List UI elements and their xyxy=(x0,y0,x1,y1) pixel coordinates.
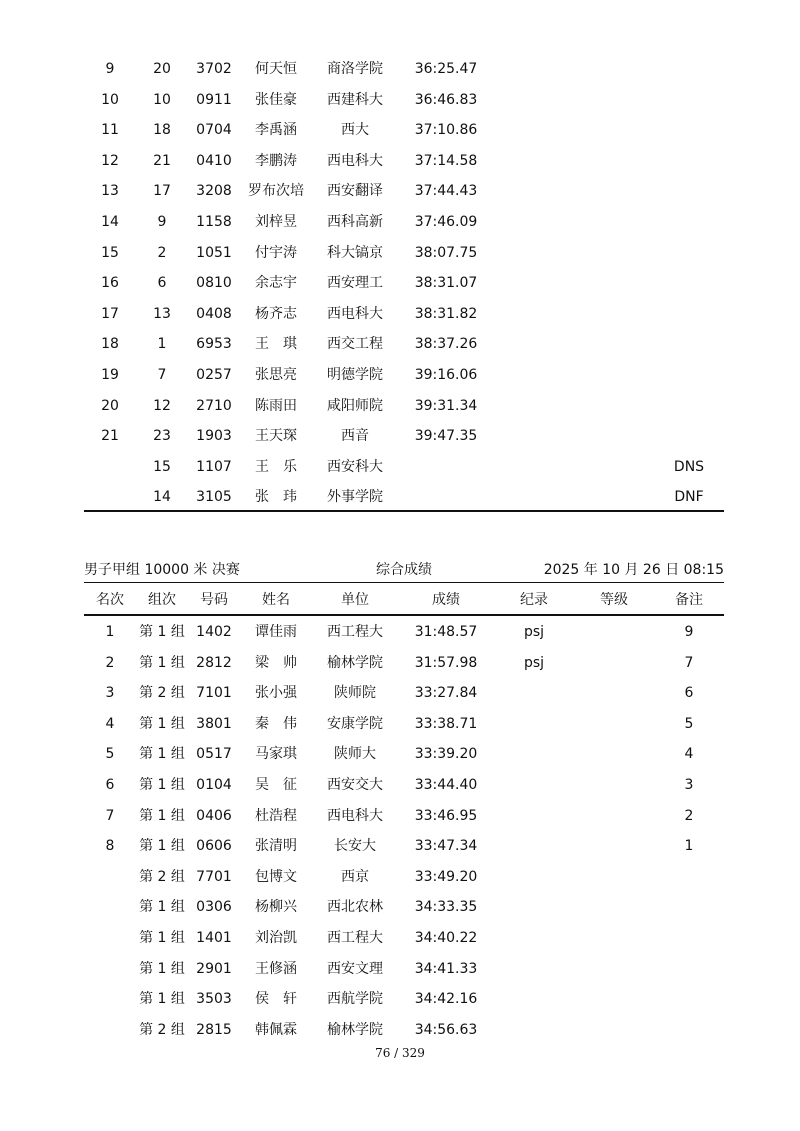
cell-name: 刘治凯 xyxy=(255,930,297,946)
cell-note: 1 xyxy=(684,838,694,855)
table-row xyxy=(84,268,724,298)
cell-note: DNF xyxy=(674,489,704,506)
cell-unit: 榆林学院 xyxy=(327,654,383,671)
cell-rank: 17 xyxy=(101,305,119,322)
cell-bib: 1402 xyxy=(196,624,232,640)
cell-unit: 西电科大 xyxy=(327,152,383,169)
cell-unit: 长安大 xyxy=(334,838,376,855)
cell-group: 7 xyxy=(157,367,167,383)
cell-time: 37:10.86 xyxy=(414,122,478,139)
table-row xyxy=(84,862,724,892)
cell-name: 王天琛 xyxy=(255,428,297,445)
table-row xyxy=(84,801,724,831)
cell-unit: 西工程大 xyxy=(327,930,383,946)
cell-time: 37:44.43 xyxy=(414,183,478,200)
cell-group: 第 1 组 xyxy=(139,930,185,946)
cell-group: 2 xyxy=(157,244,167,261)
cell-unit: 西音 xyxy=(341,428,369,445)
cell-bib: 0704 xyxy=(196,122,232,139)
cell-name: 杨柳兴 xyxy=(255,899,297,916)
cell-time: 34:56.63 xyxy=(414,1021,478,1038)
cell-name: 王修涵 xyxy=(255,960,297,977)
table-row xyxy=(84,391,724,421)
cell-bib: 2901 xyxy=(196,960,232,977)
cell-bib: 0408 xyxy=(196,305,232,322)
cell-bib: 0606 xyxy=(196,838,232,855)
header-bottom-rule xyxy=(84,614,724,616)
cell-note: 3 xyxy=(684,777,694,793)
cell-rank: 10 xyxy=(101,91,119,108)
cell-note: 4 xyxy=(684,746,694,763)
table-row xyxy=(84,54,724,84)
table-row xyxy=(84,482,724,512)
table-row xyxy=(84,739,724,769)
cell-name: 张思亮 xyxy=(255,367,297,383)
cell-unit: 西航学院 xyxy=(327,991,383,1008)
cell-group: 第 1 组 xyxy=(139,777,185,793)
cell-time: 31:57.98 xyxy=(414,654,478,671)
cell-group: 13 xyxy=(153,305,171,322)
cell-bib: 0410 xyxy=(196,152,232,169)
cell-rank: 9 xyxy=(105,61,115,77)
table-row xyxy=(84,648,724,678)
table-row xyxy=(84,678,724,708)
cell-time: 33:46.95 xyxy=(414,807,478,824)
cell-unit: 西交工程 xyxy=(327,336,383,353)
event-category: 综合成绩 xyxy=(376,562,432,578)
table-row xyxy=(84,831,724,861)
cell-unit: 西北农林 xyxy=(327,899,383,916)
cell-unit: 陕师院 xyxy=(334,685,376,702)
cell-group: 第 2 组 xyxy=(139,868,185,885)
table-row xyxy=(84,617,724,647)
cell-group: 第 1 组 xyxy=(139,807,185,824)
cell-name: 侯 轩 xyxy=(255,991,297,1008)
cell-unit: 西安理工 xyxy=(327,275,383,292)
cell-time: 33:44.40 xyxy=(414,777,478,793)
cell-unit: 西科高新 xyxy=(327,214,383,230)
cell-bib: 0517 xyxy=(196,746,232,763)
event-title: 男子甲组 10000 米 决赛 xyxy=(84,562,240,578)
cell-bib: 3105 xyxy=(196,489,232,506)
cell-name: 杜浩程 xyxy=(255,807,297,824)
column-header-group: 组次 xyxy=(148,592,176,608)
table-row xyxy=(84,421,724,451)
cell-time: 39:31.34 xyxy=(414,397,478,414)
cell-rank: 13 xyxy=(101,183,119,200)
cell-rank: 8 xyxy=(105,838,115,855)
cell-group: 15 xyxy=(153,458,171,475)
cell-time: 38:31.07 xyxy=(414,275,478,292)
cell-unit: 安康学院 xyxy=(327,715,383,732)
cell-name: 秦 伟 xyxy=(255,715,297,732)
cell-name: 余志宇 xyxy=(255,275,297,292)
cell-rank: 4 xyxy=(105,715,115,732)
cell-time: 37:46.09 xyxy=(414,214,478,230)
column-header-bib: 号码 xyxy=(200,592,228,608)
event-datetime: 2025 年 10 月 26 日 08:15 xyxy=(543,562,724,578)
cell-bib: 3702 xyxy=(196,61,232,77)
cell-group: 第 1 组 xyxy=(139,654,185,671)
cell-unit: 西电科大 xyxy=(327,807,383,824)
cell-name: 包博文 xyxy=(255,868,297,885)
cell-group: 第 2 组 xyxy=(139,1021,185,1038)
cell-bib: 1158 xyxy=(196,214,232,230)
cell-time: 34:42.16 xyxy=(414,991,478,1008)
cell-unit: 西电科大 xyxy=(327,305,383,322)
cell-time: 33:38.71 xyxy=(414,715,478,732)
cell-bib: 7701 xyxy=(196,868,232,885)
cell-bib: 2815 xyxy=(196,1021,232,1038)
cell-unit: 榆林学院 xyxy=(327,1021,383,1038)
cell-group: 第 1 组 xyxy=(139,960,185,977)
cell-rank: 2 xyxy=(105,654,115,671)
cell-name: 何天恒 xyxy=(255,61,297,77)
cell-rank: 21 xyxy=(101,428,119,445)
cell-bib: 2812 xyxy=(196,654,232,671)
cell-note: 6 xyxy=(684,685,694,702)
table-row xyxy=(84,329,724,359)
cell-bib: 3503 xyxy=(196,991,232,1008)
cell-rank: 12 xyxy=(101,152,119,169)
cell-time: 37:14.58 xyxy=(414,152,478,169)
table-end-rule xyxy=(84,510,724,512)
cell-bib: 2710 xyxy=(196,397,232,414)
cell-group: 12 xyxy=(153,397,171,414)
column-header-rank: 名次 xyxy=(96,592,124,608)
cell-bib: 3801 xyxy=(196,715,232,732)
table-row xyxy=(84,238,724,268)
table-row xyxy=(84,1015,724,1045)
cell-group: 9 xyxy=(157,214,167,230)
table-row xyxy=(84,299,724,329)
column-header-grade: 等级 xyxy=(600,592,628,608)
cell-time: 33:39.20 xyxy=(414,746,478,763)
cell-unit: 西工程大 xyxy=(327,624,383,640)
cell-rank: 7 xyxy=(105,807,115,824)
cell-time: 33:27.84 xyxy=(414,685,478,702)
cell-bib: 0257 xyxy=(196,367,232,383)
cell-bib: 6953 xyxy=(196,336,232,353)
cell-rank: 15 xyxy=(101,244,119,261)
cell-note: 2 xyxy=(684,807,694,824)
cell-name: 张清明 xyxy=(255,838,297,855)
cell-bib: 0406 xyxy=(196,807,232,824)
cell-rank: 1 xyxy=(105,624,115,640)
cell-group: 第 1 组 xyxy=(139,991,185,1008)
cell-name: 李禹涵 xyxy=(255,122,297,139)
cell-unit: 咸阳师院 xyxy=(327,397,383,414)
cell-time: 36:46.83 xyxy=(414,91,478,108)
cell-group: 14 xyxy=(153,489,171,506)
table-row xyxy=(84,207,724,237)
cell-group: 17 xyxy=(153,183,171,200)
cell-group: 第 1 组 xyxy=(139,899,185,916)
cell-name: 陈雨田 xyxy=(255,397,297,414)
cell-rank: 20 xyxy=(101,397,119,414)
cell-record: psj xyxy=(523,624,545,640)
cell-rank: 6 xyxy=(105,777,115,793)
cell-name: 王 琪 xyxy=(255,336,297,353)
cell-rank: 3 xyxy=(105,685,115,702)
cell-time: 38:37.26 xyxy=(414,336,478,353)
cell-bib: 3208 xyxy=(196,183,232,200)
cell-time: 33:47.34 xyxy=(414,838,478,855)
cell-bib: 1107 xyxy=(196,458,232,475)
cell-unit: 西建科大 xyxy=(327,91,383,108)
cell-bib: 1903 xyxy=(196,428,232,445)
cell-group: 10 xyxy=(153,91,171,108)
table-row xyxy=(84,115,724,145)
cell-rank: 19 xyxy=(101,367,119,383)
cell-time: 39:47.35 xyxy=(414,428,478,445)
cell-unit: 西安交大 xyxy=(327,777,383,793)
cell-time: 34:33.35 xyxy=(414,899,478,916)
cell-record: psj xyxy=(523,654,545,671)
header-top-rule xyxy=(84,582,724,583)
cell-group: 第 1 组 xyxy=(139,746,185,763)
cell-name: 梁 帅 xyxy=(255,654,297,671)
cell-unit: 西大 xyxy=(341,122,369,139)
cell-name: 杨齐志 xyxy=(255,305,297,322)
cell-bib: 0104 xyxy=(196,777,232,793)
cell-unit: 西安科大 xyxy=(327,458,383,475)
column-header-record: 纪录 xyxy=(520,592,548,608)
cell-rank: 14 xyxy=(101,214,119,230)
column-header-time: 成绩 xyxy=(432,592,460,608)
cell-rank: 16 xyxy=(101,275,119,292)
cell-unit: 西安翻译 xyxy=(327,183,383,200)
column-header-unit: 单位 xyxy=(341,592,369,608)
cell-unit: 外事学院 xyxy=(327,489,383,506)
cell-group: 21 xyxy=(153,152,171,169)
table-row xyxy=(84,176,724,206)
cell-bib: 1051 xyxy=(196,244,232,261)
cell-name: 王 乐 xyxy=(255,458,297,475)
cell-group: 第 1 组 xyxy=(139,715,185,732)
table-header xyxy=(84,585,724,615)
cell-name: 韩佩霖 xyxy=(255,1021,297,1038)
cell-note: 5 xyxy=(684,715,694,732)
cell-name: 张佳豪 xyxy=(255,91,297,108)
cell-name: 李鹏涛 xyxy=(255,152,297,169)
cell-bib: 7101 xyxy=(196,685,232,702)
cell-unit: 陕师大 xyxy=(334,746,376,763)
cell-unit: 西安文理 xyxy=(327,960,383,977)
table-row xyxy=(84,360,724,390)
cell-unit: 明德学院 xyxy=(327,367,383,383)
cell-group: 第 2 组 xyxy=(139,685,185,702)
cell-unit: 科大镐京 xyxy=(327,244,383,261)
cell-group: 6 xyxy=(157,275,167,292)
cell-time: 36:25.47 xyxy=(414,61,478,77)
cell-time: 39:16.06 xyxy=(414,367,478,383)
cell-name: 刘梓昱 xyxy=(255,214,297,230)
cell-bib: 0810 xyxy=(196,275,232,292)
table-row xyxy=(84,85,724,115)
cell-name: 张 玮 xyxy=(255,489,297,506)
event-title-line xyxy=(84,559,724,581)
cell-rank: 18 xyxy=(101,336,119,353)
cell-group: 20 xyxy=(153,61,171,77)
cell-group: 23 xyxy=(153,428,171,445)
table-row xyxy=(84,452,724,482)
cell-time: 31:48.57 xyxy=(414,624,478,640)
page-number: 76 / 329 xyxy=(375,1046,425,1060)
cell-time: 38:31.82 xyxy=(414,305,478,322)
cell-group: 1 xyxy=(157,336,167,353)
cell-note: 7 xyxy=(684,654,694,671)
cell-name: 吴 征 xyxy=(255,777,297,793)
cell-bib: 0306 xyxy=(196,899,232,916)
cell-name: 付宇涛 xyxy=(255,244,297,261)
column-header-note: 备注 xyxy=(675,592,703,608)
cell-name: 罗布次培 xyxy=(248,183,304,200)
cell-name: 张小强 xyxy=(255,685,297,702)
cell-bib: 1401 xyxy=(196,930,232,946)
table-row xyxy=(84,954,724,984)
cell-bib: 0911 xyxy=(196,91,232,108)
cell-time: 38:07.75 xyxy=(414,244,478,261)
cell-unit: 西京 xyxy=(341,868,369,885)
cell-time: 34:40.22 xyxy=(414,930,478,946)
table-row xyxy=(84,770,724,800)
cell-note: DNS xyxy=(673,458,705,475)
table-row xyxy=(84,709,724,739)
cell-rank: 11 xyxy=(101,122,119,139)
table-row xyxy=(84,146,724,176)
cell-time: 33:49.20 xyxy=(414,868,478,885)
cell-rank: 5 xyxy=(105,746,115,763)
cell-unit: 商洛学院 xyxy=(327,61,383,77)
cell-note: 9 xyxy=(684,624,694,640)
table-row xyxy=(84,892,724,922)
cell-name: 谭佳雨 xyxy=(255,624,297,640)
cell-group: 第 1 组 xyxy=(139,838,185,855)
cell-group: 第 1 组 xyxy=(139,624,185,640)
cell-group: 18 xyxy=(153,122,171,139)
table-row xyxy=(84,984,724,1014)
cell-time: 34:41.33 xyxy=(414,960,478,977)
cell-name: 马家琪 xyxy=(255,746,297,763)
column-header-name: 姓名 xyxy=(262,592,290,608)
table-row xyxy=(84,923,724,953)
